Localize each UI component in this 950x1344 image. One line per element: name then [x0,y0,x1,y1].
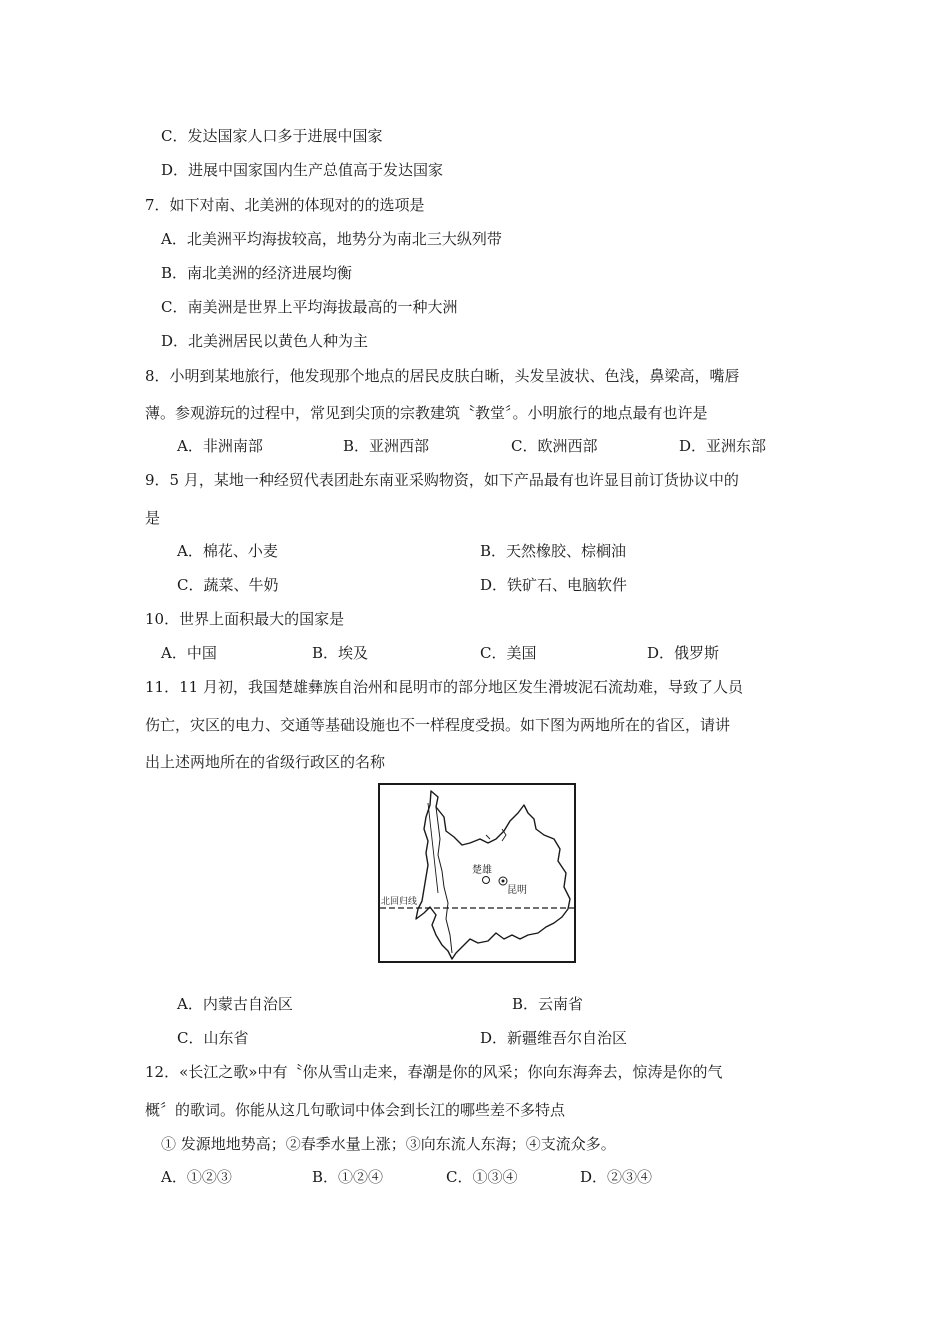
q12-items: ① 发源地地势高；②春季水量上涨；③向东流人东海；④支流众多。 [161,1135,616,1153]
q7-option-c: C．南美洲是世界上平均海拔最高的一种大洲 [161,298,458,316]
q11-stem-line3: 出上述两地所在的省级行政区的名称 [145,753,386,771]
q9-stem-line2: 是 [145,509,161,527]
q10-option-c: C．美国 [480,644,537,662]
q12-option-d: D．②③④ [580,1168,653,1186]
q11-stem-line1: 11．11 月初，我国楚雄彝族自治州和昆明市的部分地区发生滑坡泥石流劫难，导致了人员 [145,678,743,696]
q10-stem: 10．世界上面积最大的国家是 [145,610,345,628]
q8-stem-line2: 薄。参观游玩的过程中，常见到尖顶的宗教建筑〝教堂〞。小明旅行的地点最有也许是 [145,404,708,422]
q9-option-d: D．铁矿石、电脑软件 [480,576,628,594]
q11-option-c: C．山东省 [177,1029,249,1047]
q7-option-b: B．南北美洲的经济进展均衡 [161,264,353,282]
q6-option-d: D．进展中国家国内生产总值高于发达国家 [161,161,444,179]
q11-stem-line2: 伤亡，灾区的电力、交通等基础设施也不一样程度受损。如下图为两地所在的省区，请讲 [145,716,731,734]
q10-option-d: D．俄罗斯 [647,644,720,662]
chuxiong-label: 楚雄 [472,865,492,876]
q12-option-a: A．①②③ [161,1168,232,1186]
q10-option-b: B．埃及 [312,644,369,662]
q8-option-a: A．非洲南部 [177,437,263,455]
q12-stem-line2: 概〞的歌词。你能从这几句歌词中体会到长江的哪些差不多特点 [145,1101,566,1119]
q7-stem: 7．如下对南、北美洲的体现对的的选项是 [145,196,425,214]
q11-option-d: D．新疆维吾尔自治区 [480,1029,628,1047]
q8-option-b: B．亚洲西部 [343,437,430,455]
q7-option-d: D．北美洲居民以黄色人种为主 [161,332,369,350]
q11-option-a: A．内蒙古自治区 [177,995,293,1013]
q12-option-c: C．①③④ [446,1168,518,1186]
q11-option-b: B．云南省 [512,995,584,1013]
kunming-label: 昆明 [507,885,527,896]
kunming-marker-center [502,880,505,883]
tropic-of-cancer-label: 北回归线 [381,897,418,907]
q9-option-b: B．天然橡胶、棕榈油 [480,542,627,560]
q6-option-c: C．发达国家人口多于进展中国家 [161,127,383,145]
q9-option-a: A．棉花、小麦 [177,542,278,560]
chuxiong-marker [483,877,490,884]
q8-option-d: D．亚洲东部 [679,437,767,455]
q9-stem-line1: 9．5 月，某地一种经贸代表团赴东南亚采购物资，如下产品最有也许显目前订货协议中的 [145,471,739,489]
q8-option-c: C．欧洲西部 [511,437,598,455]
q12-option-b: B．①②④ [312,1168,384,1186]
q7-option-a: A．北美洲平均海拔较高，地势分为南北三大纵列带 [161,230,502,248]
q9-option-c: C．蔬菜、牛奶 [177,576,279,594]
q12-stem-line1: 12．«长江之歌»中有〝你从雪山走来，春潮是你的风采；你向东海奔去，惊涛是你的气 [145,1063,723,1081]
yunnan-province-map [378,783,576,963]
q8-stem-line1: 8．小明到某地旅行，他发现那个地点的居民皮肤白晰，头发呈波状、色浅，鼻梁高，嘴唇 [145,367,740,385]
q10-option-a: A．中国 [161,644,217,662]
